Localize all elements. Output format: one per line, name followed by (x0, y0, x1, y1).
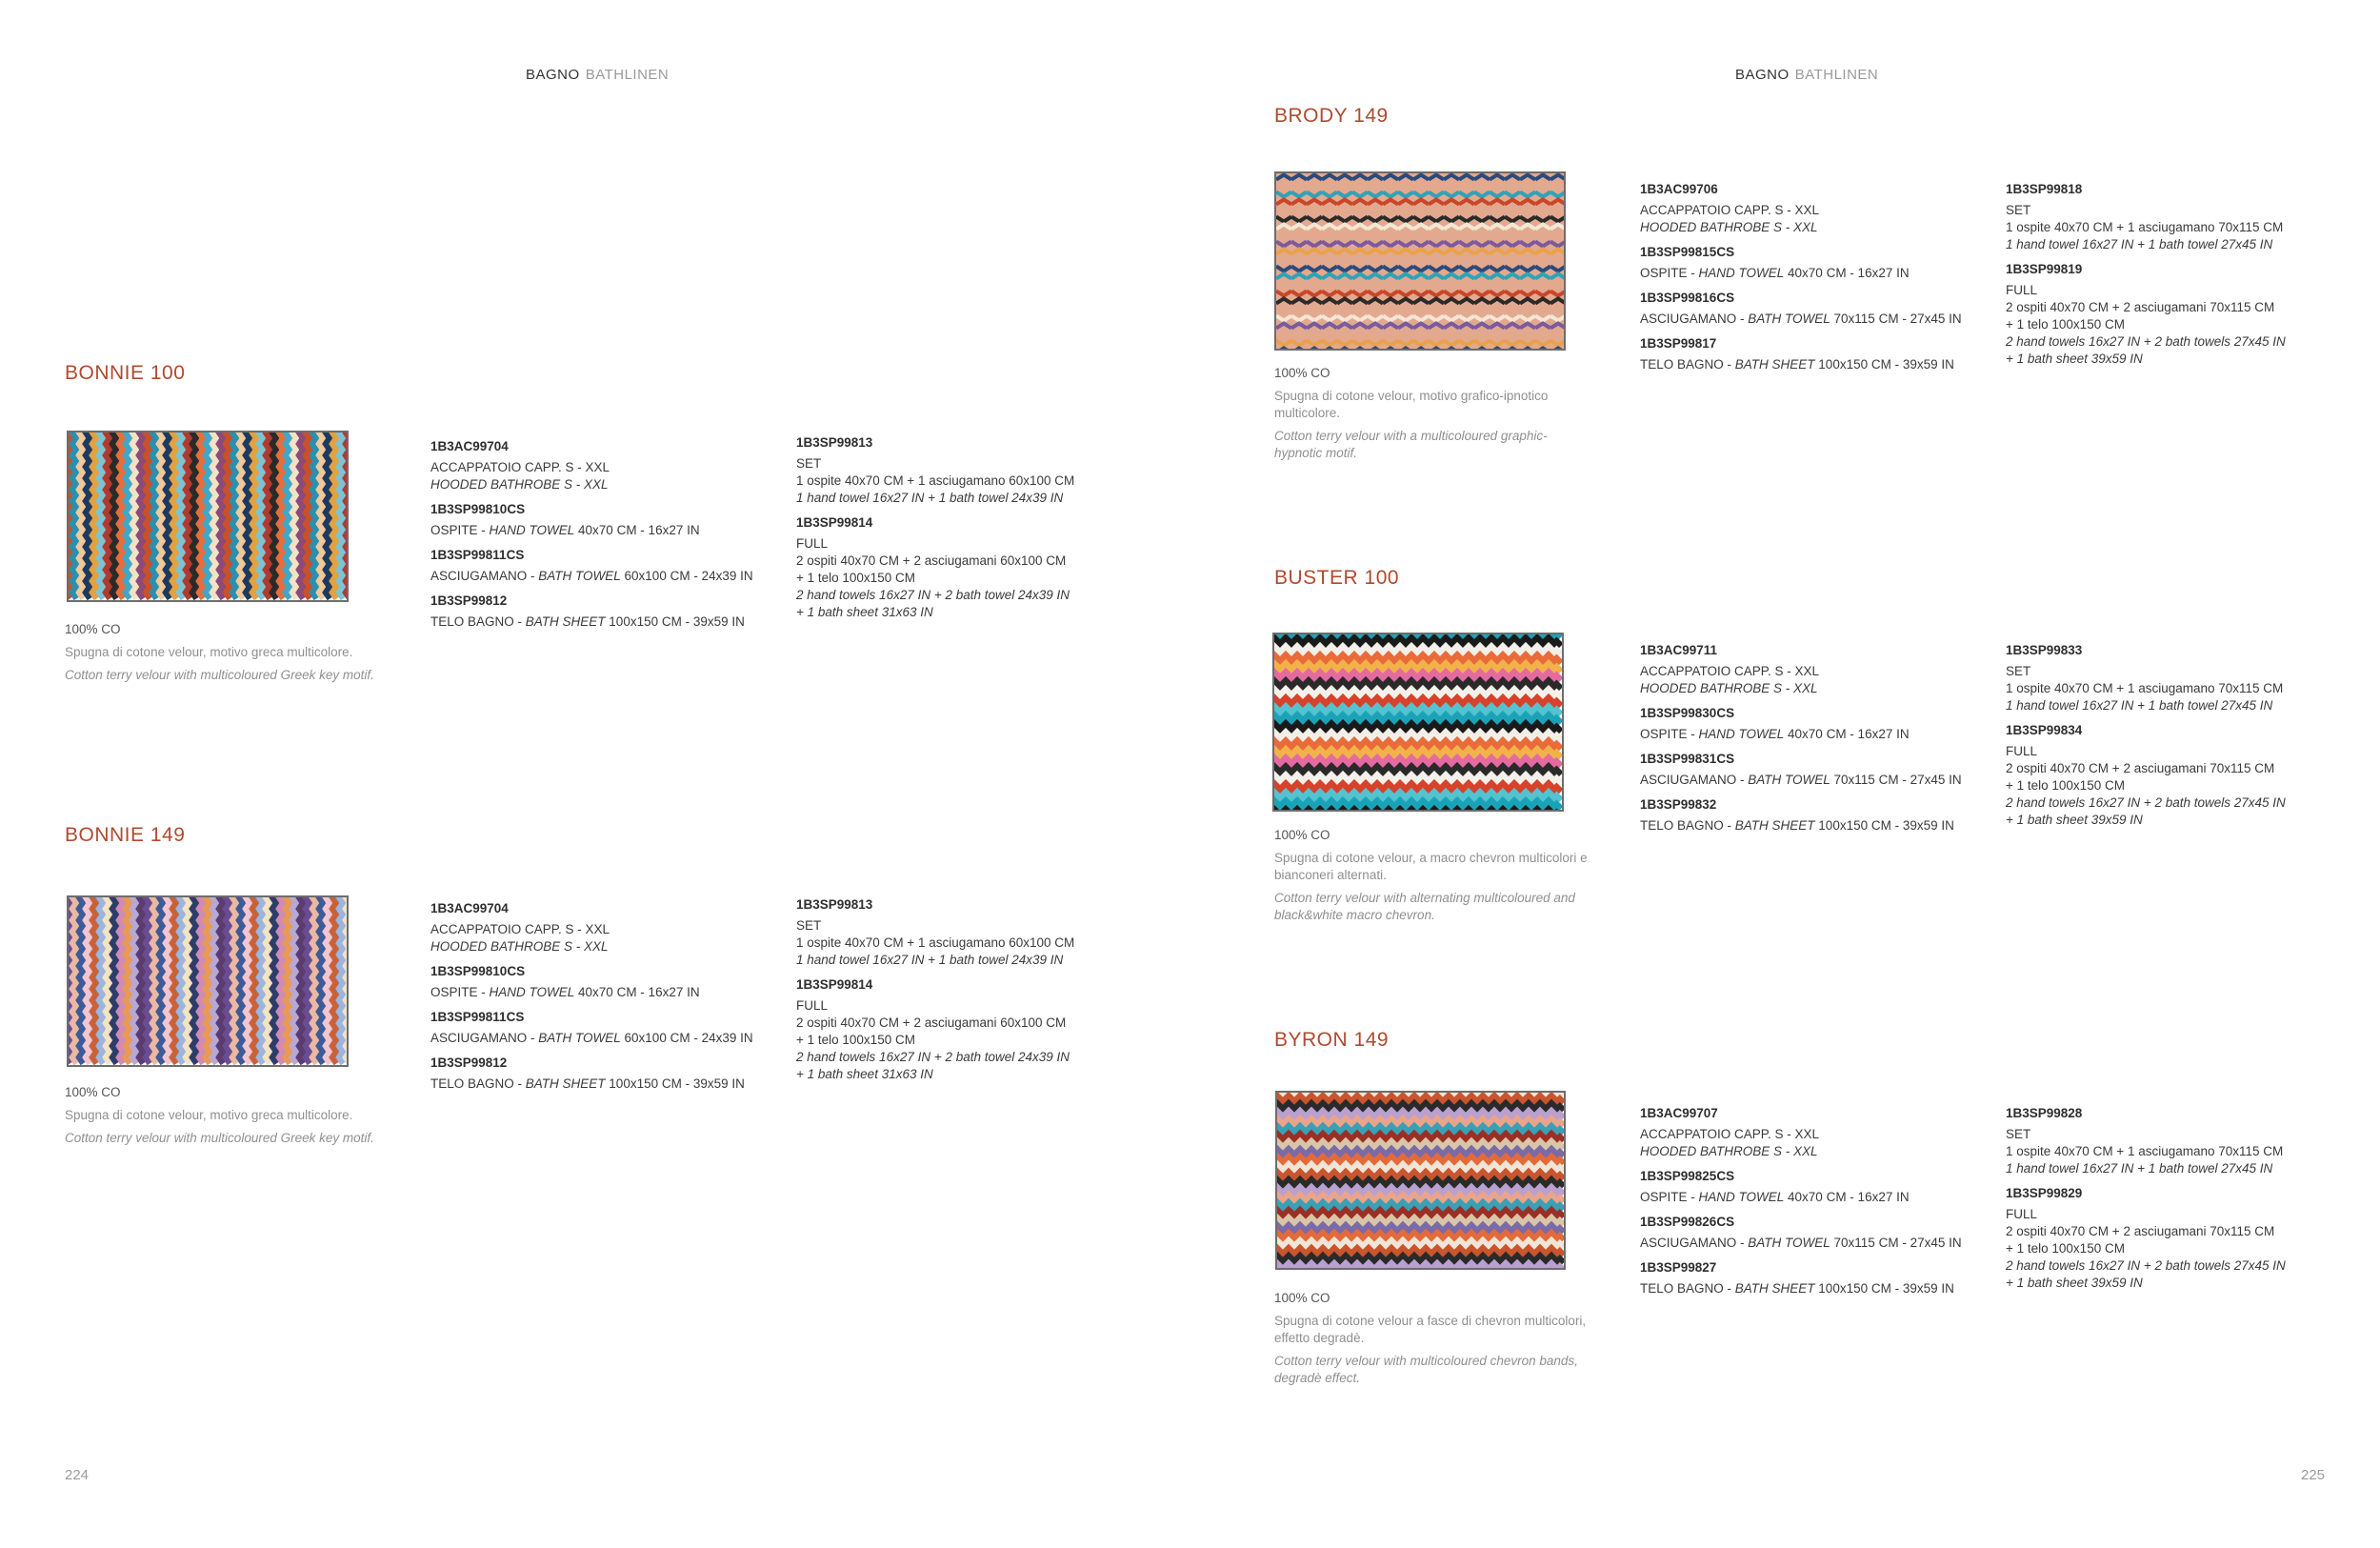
full-en: + 1 bath sheet 31x63 IN (796, 1067, 933, 1081)
bathrobe-label-en: HOODED BATHROBE S - XXL (1640, 1144, 1818, 1158)
product-code: 1B3SP99819 (2006, 262, 2083, 276)
set-it: 1 ospite 40x70 CM + 1 asciugamano 70x115 CM (2006, 681, 2284, 695)
bath-sheet-en: BATH SHEET (1734, 357, 1815, 372)
hand-towel-it: OSPITE - (1640, 1190, 1699, 1204)
bathrobe-label: ACCAPPATOIO CAPP. S - XXL (430, 460, 610, 474)
bath-sheet-line (1640, 356, 2002, 373)
product-code: 1B3SP99833 (2006, 643, 2083, 657)
product-code: 1B3SP99818 (2006, 182, 2083, 196)
product-code: 1B3SP99828 (2006, 1106, 2083, 1120)
full-label: FULL (796, 998, 829, 1013)
page-header-right (1735, 67, 1878, 83)
full-en: 2 hand towels 16x27 IN + 2 bath towels 27x45 IN (2006, 795, 2286, 810)
bath-towel-line (1640, 1235, 2002, 1252)
page-header-left (526, 67, 669, 83)
hand-towel-line (1640, 1189, 2002, 1206)
bath-towel-en: BATH TOWEL (538, 1031, 621, 1045)
hand-towel-size: 40x70 CM - 16x27 IN (1784, 1190, 1910, 1204)
product-description (65, 621, 379, 684)
swatch-pattern (1276, 173, 1564, 349)
set-label: SET (796, 456, 822, 471)
bath-towel-size: 70x115 CM - 27x45 IN (1830, 312, 1962, 326)
full-en: 2 hand towels 16x27 IN + 2 bath towel 24x39 IN (796, 1050, 1070, 1064)
bath-sheet-size: 100x150 CM - 39x59 IN (1814, 357, 1954, 372)
description-en: Cotton terry velour with multicoloured chevron bands, degradè effect. (1274, 1354, 1578, 1385)
sets-column (796, 434, 1158, 621)
bath-towel-en: BATH TOWEL (1748, 773, 1830, 787)
full-en: + 1 bath sheet 31x63 IN (796, 605, 933, 619)
hand-towel-size: 40x70 CM - 16x27 IN (1784, 727, 1910, 741)
product-code: 1B3SP99811CS (430, 1010, 525, 1024)
set-label: SET (2006, 203, 2031, 217)
product-code: 1B3SP99825CS (1640, 1169, 1735, 1183)
bath-towel-it: ASCIUGAMANO - (430, 569, 539, 583)
sets-column (796, 896, 1158, 1083)
set-label: SET (2006, 664, 2031, 678)
full-label: FULL (2006, 283, 2038, 297)
composition: 100% CO (65, 1085, 121, 1099)
full-en: + 1 bath sheet 39x59 IN (2006, 813, 2143, 827)
product-swatch-image (1272, 633, 1564, 812)
full-en: 2 hand towels 16x27 IN + 2 bath towels 27x45 IN (2006, 1258, 2286, 1273)
bathrobe-label: ACCAPPATOIO CAPP. S - XXL (1640, 203, 1820, 217)
header-en: BATHLINEN (585, 67, 670, 83)
full-it: 2 ospiti 40x70 CM + 2 asciugamani 70x115 CM (2006, 1224, 2275, 1238)
product-description (65, 1084, 379, 1147)
description-en: Cotton terry velour with a multicoloured graphic-hypnotic motif. (1274, 429, 1548, 460)
hand-towel-line (430, 984, 792, 1001)
product-description (1274, 1290, 1589, 1387)
hand-towel-en: HAND TOWEL (489, 523, 575, 537)
page-number-left: 224 (65, 1467, 90, 1483)
product-code: 1B3SP99829 (2006, 1186, 2083, 1200)
full-label: FULL (2006, 744, 2038, 758)
composition: 100% CO (65, 622, 121, 636)
product-code: 1B3SP99813 (796, 897, 873, 912)
product-code: 1B3SP99815CS (1640, 245, 1735, 259)
bath-towel-it: ASCIUGAMANO - (430, 1031, 539, 1045)
product-code: 1B3SP99834 (2006, 723, 2083, 737)
product-code: 1B3AC99711 (1640, 643, 1718, 657)
page-number-right: 225 (2301, 1467, 2326, 1483)
bath-sheet-it: TELO BAGNO - (1640, 818, 1735, 833)
hand-towel-en: HAND TOWEL (1698, 266, 1785, 280)
bath-towel-line (1640, 311, 2002, 328)
description-it: Spugna di cotone velour a fasce di chevron multicolori, effetto degradè. (1274, 1314, 1587, 1345)
header-en: BATHLINEN (1794, 67, 1879, 83)
full-it: 2 ospiti 40x70 CM + 2 asciugamani 60x100 CM (796, 1015, 1067, 1030)
set-label: SET (796, 918, 822, 933)
full-label: FULL (2006, 1207, 2038, 1221)
product-swatch-image (1275, 1091, 1566, 1270)
product-code: 1B3SP99813 (796, 435, 873, 450)
sizes-column (1640, 181, 2002, 373)
hand-towel-it: OSPITE - (1640, 266, 1699, 280)
bath-towel-size: 70x115 CM - 27x45 IN (1830, 1236, 1962, 1250)
product-title: BYRON 149 (1274, 1029, 1390, 1051)
description-en: Cotton terry velour with alternating multicoloured and black&white macro chevron. (1274, 891, 1575, 922)
full-en: + 1 bath sheet 39x59 IN (2006, 1276, 2143, 1290)
sets-column (2006, 1105, 2368, 1292)
bathrobe-label-en: HOODED BATHROBE S - XXL (430, 939, 609, 954)
bath-towel-en: BATH TOWEL (1748, 1236, 1830, 1250)
set-en: 1 hand towel 16x27 IN + 1 bath towel 27x45 IN (2006, 237, 2273, 251)
set-en: 1 hand towel 16x27 IN + 1 bath towel 27x45 IN (2006, 1161, 2273, 1176)
hand-towel-size: 40x70 CM - 16x27 IN (574, 523, 700, 537)
full-it: 2 ospiti 40x70 CM + 2 asciugamani 70x115 CM (2006, 761, 2275, 775)
bath-towel-size: 60x100 CM - 24x39 IN (620, 569, 753, 583)
full-it: + 1 telo 100x150 CM (2006, 317, 2125, 332)
product-description (1274, 827, 1589, 924)
product-title: BONNIE 100 (65, 362, 186, 384)
sizes-column (430, 438, 792, 631)
hand-towel-en: HAND TOWEL (1698, 1190, 1785, 1204)
full-it: + 1 telo 100x150 CM (796, 1033, 915, 1047)
hand-towel-line (430, 522, 792, 539)
sets-column (2006, 642, 2368, 829)
full-it: 2 ospiti 40x70 CM + 2 asciugamani 70x115 CM (2006, 300, 2275, 314)
product-code: 1B3SP99810CS (430, 502, 526, 516)
bath-towel-line (430, 1030, 792, 1047)
sizes-column (1640, 642, 2002, 834)
swatch-pattern (69, 432, 347, 600)
full-it: + 1 telo 100x150 CM (2006, 1241, 2125, 1256)
bath-towel-it: ASCIUGAMANO - (1640, 312, 1749, 326)
hand-towel-size: 40x70 CM - 16x27 IN (1784, 266, 1910, 280)
bathrobe-label: ACCAPPATOIO CAPP. S - XXL (430, 922, 610, 936)
swatch-pattern (1274, 634, 1562, 810)
product-code: 1B3SP99826CS (1640, 1215, 1735, 1229)
set-en: 1 hand towel 16x27 IN + 1 bath towel 27x45 IN (2006, 698, 2273, 713)
bath-towel-line (1640, 772, 2002, 789)
sizes-column (1640, 1105, 2002, 1297)
set-en: 1 hand towel 16x27 IN + 1 bath towel 24x39 IN (796, 953, 1064, 967)
full-en: 2 hand towels 16x27 IN + 2 bath towels 27x45 IN (2006, 334, 2286, 349)
bath-sheet-size: 100x150 CM - 39x59 IN (605, 614, 745, 629)
full-it: 2 ospiti 40x70 CM + 2 asciugamani 60x100 CM (796, 553, 1067, 568)
hand-towel-en: HAND TOWEL (489, 985, 575, 999)
bath-sheet-en: BATH SHEET (525, 1076, 606, 1091)
bath-towel-en: BATH TOWEL (538, 569, 621, 583)
description-it: Spugna di cotone velour, motivo grafico-ipnotico multicolore. (1274, 389, 1549, 420)
hand-towel-it: OSPITE - (1640, 727, 1699, 741)
sets-column (2006, 181, 2368, 368)
product-title: BRODY 149 (1274, 105, 1389, 127)
bath-sheet-en: BATH SHEET (525, 614, 606, 629)
bath-towel-en: BATH TOWEL (1748, 312, 1830, 326)
product-code: 1B3SP99827 (1640, 1260, 1717, 1275)
sizes-column (430, 900, 792, 1093)
description-it: Spugna di cotone velour, motivo greca multicolore. (65, 1108, 353, 1122)
full-en: + 1 bath sheet 39x59 IN (2006, 352, 2143, 366)
bath-sheet-it: TELO BAGNO - (1640, 357, 1735, 372)
bath-towel-it: ASCIUGAMANO - (1640, 1236, 1749, 1250)
description-en: Cotton terry velour with multicoloured Greek key motif. (65, 668, 374, 682)
bath-towel-size: 70x115 CM - 27x45 IN (1830, 773, 1962, 787)
hand-towel-it: OSPITE - (430, 523, 490, 537)
bath-sheet-line (430, 1076, 792, 1093)
hand-towel-en: HAND TOWEL (1698, 727, 1785, 741)
product-code: 1B3AC99706 (1640, 182, 1718, 196)
bath-sheet-line (430, 613, 792, 631)
product-code: 1B3SP99812 (430, 1055, 508, 1070)
header-it: BAGNO (526, 67, 580, 83)
product-code: 1B3SP99831CS (1640, 752, 1735, 766)
bath-sheet-size: 100x150 CM - 39x59 IN (605, 1076, 745, 1091)
hand-towel-size: 40x70 CM - 16x27 IN (574, 985, 700, 999)
product-code: 1B3SP99811CS (430, 548, 525, 562)
swatch-pattern (69, 897, 347, 1065)
product-swatch-image (67, 431, 349, 602)
bath-towel-it: ASCIUGAMANO - (1640, 773, 1749, 787)
product-code: 1B3SP99814 (796, 977, 873, 992)
set-it: 1 ospite 40x70 CM + 1 asciugamano 60x100 CM (796, 935, 1075, 950)
bath-sheet-en: BATH SHEET (1734, 1281, 1815, 1296)
product-swatch-image (67, 895, 349, 1067)
product-code: 1B3SP99814 (796, 515, 873, 530)
bathrobe-label: ACCAPPATOIO CAPP. S - XXL (1640, 664, 1820, 678)
bath-towel-size: 60x100 CM - 24x39 IN (620, 1031, 753, 1045)
product-code: 1B3AC99707 (1640, 1106, 1718, 1120)
bath-sheet-size: 100x150 CM - 39x59 IN (1814, 1281, 1954, 1296)
product-code: 1B3SP99816CS (1640, 291, 1735, 305)
description-it: Spugna di cotone velour, motivo greca multicolore. (65, 645, 353, 659)
bath-sheet-it: TELO BAGNO - (430, 1076, 526, 1091)
composition: 100% CO (1274, 828, 1330, 842)
product-code: 1B3SP99832 (1640, 797, 1717, 812)
product-code: 1B3SP99817 (1640, 336, 1717, 351)
product-code: 1B3SP99830CS (1640, 706, 1735, 720)
product-code: 1B3SP99810CS (430, 964, 526, 978)
description-en: Cotton terry velour with multicoloured Greek key motif. (65, 1131, 374, 1145)
product-code: 1B3AC99704 (430, 901, 509, 915)
composition: 100% CO (1274, 366, 1330, 380)
bathrobe-label-en: HOODED BATHROBE S - XXL (1640, 681, 1818, 695)
bath-sheet-line (1640, 1280, 2002, 1297)
hand-towel-line (1640, 726, 2002, 743)
set-it: 1 ospite 40x70 CM + 1 asciugamano 70x115 CM (2006, 1144, 2284, 1158)
full-label: FULL (796, 536, 829, 551)
bath-towel-line (430, 568, 792, 585)
set-it: 1 ospite 40x70 CM + 1 asciugamano 70x115 CM (2006, 220, 2284, 234)
bathrobe-label-en: HOODED BATHROBE S - XXL (1640, 220, 1818, 234)
description-it: Spugna di cotone velour, a macro chevron multicolori e bianconeri alternati. (1274, 851, 1588, 882)
bath-sheet-it: TELO BAGNO - (430, 614, 526, 629)
composition: 100% CO (1274, 1291, 1330, 1305)
product-description (1274, 365, 1589, 462)
full-it: + 1 telo 100x150 CM (2006, 778, 2125, 793)
bath-sheet-size: 100x150 CM - 39x59 IN (1814, 818, 1954, 833)
full-en: 2 hand towels 16x27 IN + 2 bath towel 24x39 IN (796, 588, 1070, 602)
set-en: 1 hand towel 16x27 IN + 1 bath towel 24x39 IN (796, 491, 1064, 505)
product-code: 1B3AC99704 (430, 439, 509, 453)
full-it: + 1 telo 100x150 CM (796, 571, 915, 585)
hand-towel-it: OSPITE - (430, 985, 490, 999)
product-title: BUSTER 100 (1274, 567, 1400, 589)
bathrobe-label-en: HOODED BATHROBE S - XXL (430, 477, 609, 492)
bath-sheet-it: TELO BAGNO - (1640, 1281, 1735, 1296)
product-code: 1B3SP99812 (430, 593, 508, 608)
set-label: SET (2006, 1127, 2031, 1141)
bath-sheet-line (1640, 817, 2002, 834)
bathrobe-label: ACCAPPATOIO CAPP. S - XXL (1640, 1127, 1820, 1141)
product-swatch-image (1274, 171, 1566, 351)
swatch-pattern (1277, 1093, 1564, 1268)
bath-sheet-en: BATH SHEET (1734, 818, 1815, 833)
header-it: BAGNO (1735, 67, 1790, 83)
set-it: 1 ospite 40x70 CM + 1 asciugamano 60x100 CM (796, 473, 1075, 488)
hand-towel-line (1640, 265, 2002, 282)
product-title: BONNIE 149 (65, 824, 186, 846)
